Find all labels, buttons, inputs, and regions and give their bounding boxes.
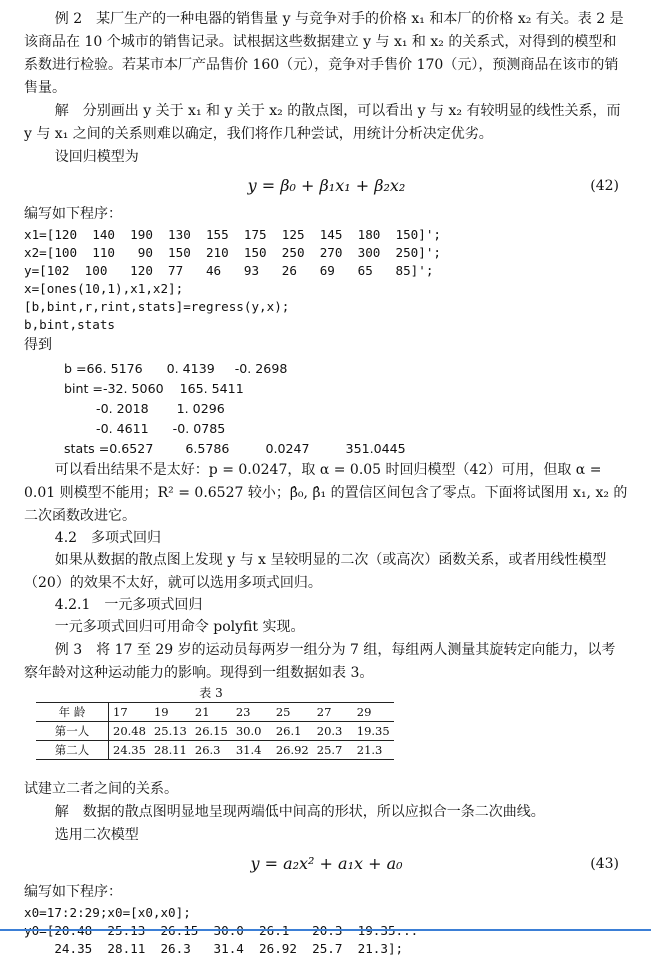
table-cell: 26.1 [272, 722, 313, 741]
table-cell: 25.7 [313, 741, 353, 760]
regress-output: b =66. 5176 0. 4139 -0. 2698 bint =-32. 5060 165. 5411 -0. 2018 1. 0296 -0. 4611 -0. 0785 stats =0.6527 6.5786 0.0247 351.0445 [64, 361, 406, 456]
program-intro: 编写如下程序： [24, 206, 122, 222]
table-3-title: 表 3 [199, 686, 223, 700]
table-cell: 20.3 [313, 722, 353, 741]
code-block-polyfit-data: x0=17:2:29;x0=[x0,x0]; 24.35 28.11 26.3 31.4 26.92 25.7 21.3]; [24, 905, 404, 956]
table-cell: 26.3 [191, 741, 232, 760]
table-cell: 30.0 [232, 722, 272, 741]
table-cell: 17 [109, 703, 150, 722]
table-row-label: 第二人 [36, 741, 109, 760]
section-heading-4-2-1: 4.2.1 一元多项式回归 [54, 597, 203, 613]
table-cell: 24.35 [109, 741, 150, 760]
table-cell: 26.15 [191, 722, 232, 741]
table-cell: 28.11 [150, 741, 191, 760]
page-bottom-rule [0, 929, 651, 931]
example-3-task: 试建立二者之间的关系。 [24, 781, 178, 797]
equation-43 [24, 847, 629, 881]
example-2-statement: 例 2 某厂生产的一种电器的销售量 y 与竞争对手的价格 x₁ 和本厂的价格 x₂ 有关。表 2 是该商品在 10 个城市的销售记录。试根据这些数据建立 y 与 x₁ 和 x₂ 的关系式，对得到的模型和系数进行检验。若某市本厂产品售价 160（元），竞争对手售价 170（元），预测商品在该市的销售量。 [24, 11, 624, 96]
table-cell: 25 [272, 703, 313, 722]
equation-42-number: (42) [590, 178, 619, 194]
table-cell: 19.35 [353, 722, 394, 741]
table-3 [36, 702, 394, 760]
table-row [36, 703, 394, 722]
equation-42 [24, 169, 629, 203]
table-cell: 29 [353, 703, 394, 722]
example-3-statement: 例 3 将 17 至 29 岁的运动员每两岁一组分为 7 组，每组两人测量其旋转定向能力，以考察年龄对这种运动能力的影响。现得到一组数据如表 3。 [24, 642, 616, 681]
table-cell: 27 [313, 703, 353, 722]
result-intro: 得到 [24, 337, 52, 353]
equation-43-body: y = a₂x² + a₁x + a₀ [250, 854, 403, 873]
section-heading-4-2: 4.2 多项式回归 [54, 530, 162, 546]
table-cell: 20.48 [109, 722, 150, 741]
equation-42-body: y = β₀ + β₁x₁ + β₂x₂ [247, 176, 406, 195]
code-block-regress: x1=[120 140 190 130 155 175 125 145 180 150]'; x2=[100 110 90 150 210 150 250 270 300 250]'; y=[102 100 120 77 46 93 26 69 65 85]'; x=[ones(10,1),x1,x2]; [b,bint,r,rint,stats]=regress(y,x); b,bint,stats [24, 227, 442, 332]
quadratic-model-intro: 选用二次模型 [54, 827, 139, 843]
result-analysis: 可以看出结果不是太好：p = 0.0247，取 α = 0.05 时回归模型（42）可用，但取 α = 0.01 则模型不能用；R² = 0.6527 较小；β̂₀, β̂₁ 的置信区间包含了零点。下面将试图用 x₁, x₂ 的二次函数改进它。 [24, 462, 628, 524]
equation-43-number: (43) [590, 856, 619, 872]
table-cell: 31.4 [232, 741, 272, 760]
table-row [36, 722, 394, 741]
polyfit-intro: 一元多项式回归可用命令 polyfit 实现。 [54, 619, 305, 635]
table-header-age: 年 龄 [36, 703, 109, 722]
program-intro-2: 编写如下程序： [24, 884, 122, 900]
table-cell: 19 [150, 703, 191, 722]
table-cell: 25.13 [150, 722, 191, 741]
table-row-label: 第一人 [36, 722, 109, 741]
example-2-solution-intro: 解 分别画出 y 关于 x₁ 和 y 关于 x₂ 的散点图，可以看出 y 与 x₂ 有较明显的线性关系，而 y 与 x₁ 之间的关系则难以确定，我们将作几种尝试，用统计分析决定优劣。 [24, 103, 621, 142]
table-cell: 23 [232, 703, 272, 722]
table-cell: 21 [191, 703, 232, 722]
model-intro: 设回归模型为 [54, 149, 139, 165]
table-cell: 21.3 [353, 741, 394, 760]
example-3-solution: 解 数据的散点图明显地呈现两端低中间高的形状，所以应拟合一条二次曲线。 [54, 804, 545, 820]
polynomial-regression-intro: 如果从数据的散点图上发现 y 与 x 呈较明显的二次（或高次）函数关系，或者用线性模型（20）的效果不太好，就可以选用多项式回归。 [24, 552, 607, 591]
table-cell: 26.92 [272, 741, 313, 760]
table-row [36, 741, 394, 760]
